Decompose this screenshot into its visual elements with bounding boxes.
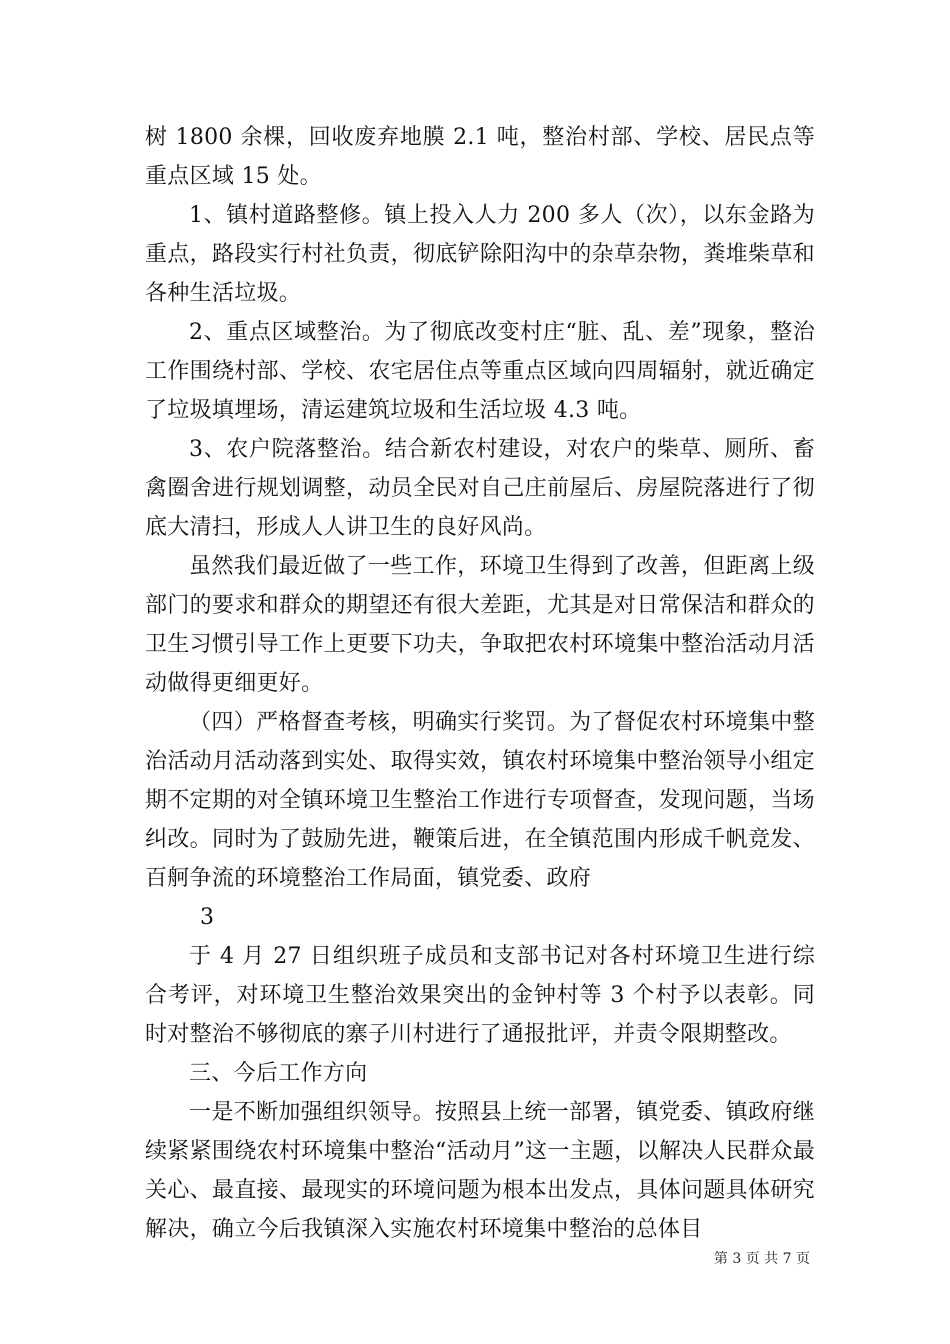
paragraph-4: 3、农户院落整治。结合新农村建设，对农户的柴草、厕所、畜禽圈舍进行规划调整，动员全民对自己庄前屋后、房屋院落进行了彻底大清扫，形成人人讲卫生的良好风尚。 (145, 437, 815, 540)
paragraph-7: 于 4 月 27 日组织班子成员和支部书记对各村环境卫生进行综合考评，对环境卫生整治效果突出的金钟村等 3 个村予以表彰。同时对整治不够彻底的寨子川村进行了通报批评，并责令限期整改。 (145, 944, 815, 1047)
paragraph-1: 树 1800 余棵，回收废弃地膜 2.1 吨，整治村部、学校、居民点等重点区域 15 处。 (145, 125, 815, 189)
document-body (145, 118, 815, 1249)
paragraph-3: 2、重点区域整治。为了彻底改变村庄“脏、乱、差”现象，整治工作围绕村部、学校、农宅居住点等重点区域向四周辐射，就近确定了垃圾填埋场，清运建筑垃圾和生活垃圾 4.3 吨。 (145, 320, 815, 423)
paragraph-8: 一是不断加强组织领导。按照县上统一部署，镇党委、镇政府继续紧紧围绕农村环境集中整治“活动月”这一主题，以解决人民群众最关心、最直接、最现实的环境问题为根本出发点，具体问题具体研究解决，确立今后我镇深入实施农村环境集中整治的总体目 (145, 1100, 815, 1242)
page-footer: 第 3 页 共 7 页 (713, 1251, 810, 1267)
paragraph-6: （四）严格督查考核，明确实行奖罚。为了督促农村环境集中整治活动月活动落到实处、取得实效，镇农村环境集中整治领导小组定期不定期的对全镇环境卫生整治工作进行专项督查，发现问题，当场纠改。同时为了鼓励先进，鞭策后进，在全镇范围内形成千帆竞发、百舸争流的环境整治工作局面，镇党委、政府 (145, 710, 815, 891)
paragraph-5: 虽然我们最近做了一些工作，环境卫生得到了改善，但距离上级部门的要求和群众的期望还有很大差距，尤其是对日常保洁和群众的卫生习惯引导工作上更要下功夫，争取把农村环境集中整治活动月活动做得更细更好。 (145, 554, 815, 696)
inline-page-number: 3 (200, 905, 214, 930)
section-heading: 三、今后工作方向 (189, 1061, 368, 1086)
paragraph-2: 1、镇村道路整修。镇上投入人力 200 多人（次），以东金路为重点，路段实行村社负责，彻底铲除阳沟中的杂草杂物，粪堆柴草和各种生活垃圾。 (145, 203, 815, 306)
